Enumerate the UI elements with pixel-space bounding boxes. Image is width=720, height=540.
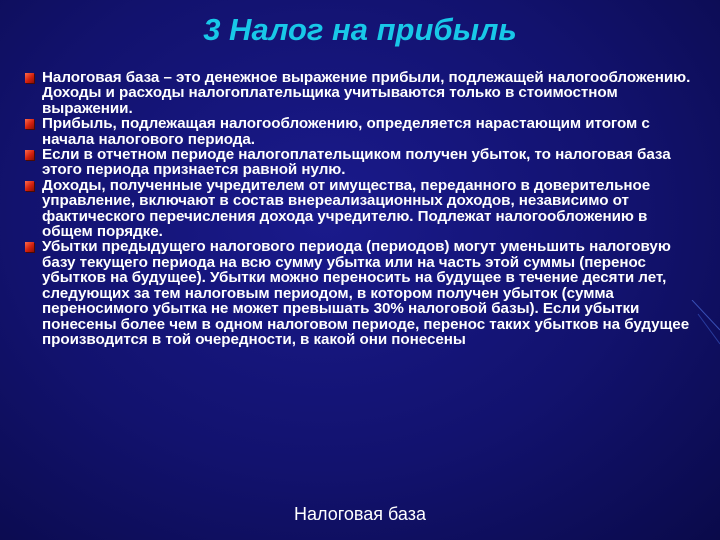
bullet-marker-icon <box>25 181 34 191</box>
bullet-marker-icon <box>25 73 34 83</box>
bullet-list <box>22 70 702 347</box>
bullet-item <box>22 239 702 347</box>
bullet-text: Если в отчетном периоде налогоплательщиком получен убыток, то налоговая база этого периода признается равной нулю. <box>42 146 671 179</box>
bullet-text: Доходы, полученные учредителем от имущества, переданного в доверительное управление, включают в состав внереализационных доходов, независимо от фактического перечисления дохода учредителю. Подлежат налогообложению в общем порядке. <box>42 176 651 241</box>
slide-title: 3 Налог на прибыль <box>203 12 517 47</box>
footer-label: Налоговая база <box>294 504 426 524</box>
bullet-marker-icon <box>25 242 34 252</box>
bullet-marker-icon <box>25 119 34 129</box>
bullet-item <box>22 178 702 240</box>
bullet-item <box>22 147 702 178</box>
bullet-marker-icon <box>25 150 34 160</box>
bullet-item <box>22 70 702 116</box>
bullet-text: Прибыль, подлежащая налогообложению, определяется нарастающим итогом с начала налогового периода. <box>42 115 650 148</box>
bullet-text: Налоговая база – это денежное выражение прибыли, подлежащей налогообложению. Доходы и расходы налогоплательщика учитываются только в стоимостном выражении. <box>42 69 691 117</box>
bullet-item <box>22 116 702 147</box>
bullet-text: Убытки предыдущего налогового периода (периодов) могут уменьшить налоговую базу текущего периода на всю сумму убытка или на часть этой суммы (перенос убытков на будущее). Убытки можно переносить на будущее в течение десяти лет, следующих за тем налоговым периодом, в котором получен убыток (сумма переносимого убытка не может превышать 30% налоговой базы). Если убытки понесены более чем в одном налоговом периоде, перенос таких убытков на будущее производится в той очередности, в какой они понесены <box>42 238 690 348</box>
